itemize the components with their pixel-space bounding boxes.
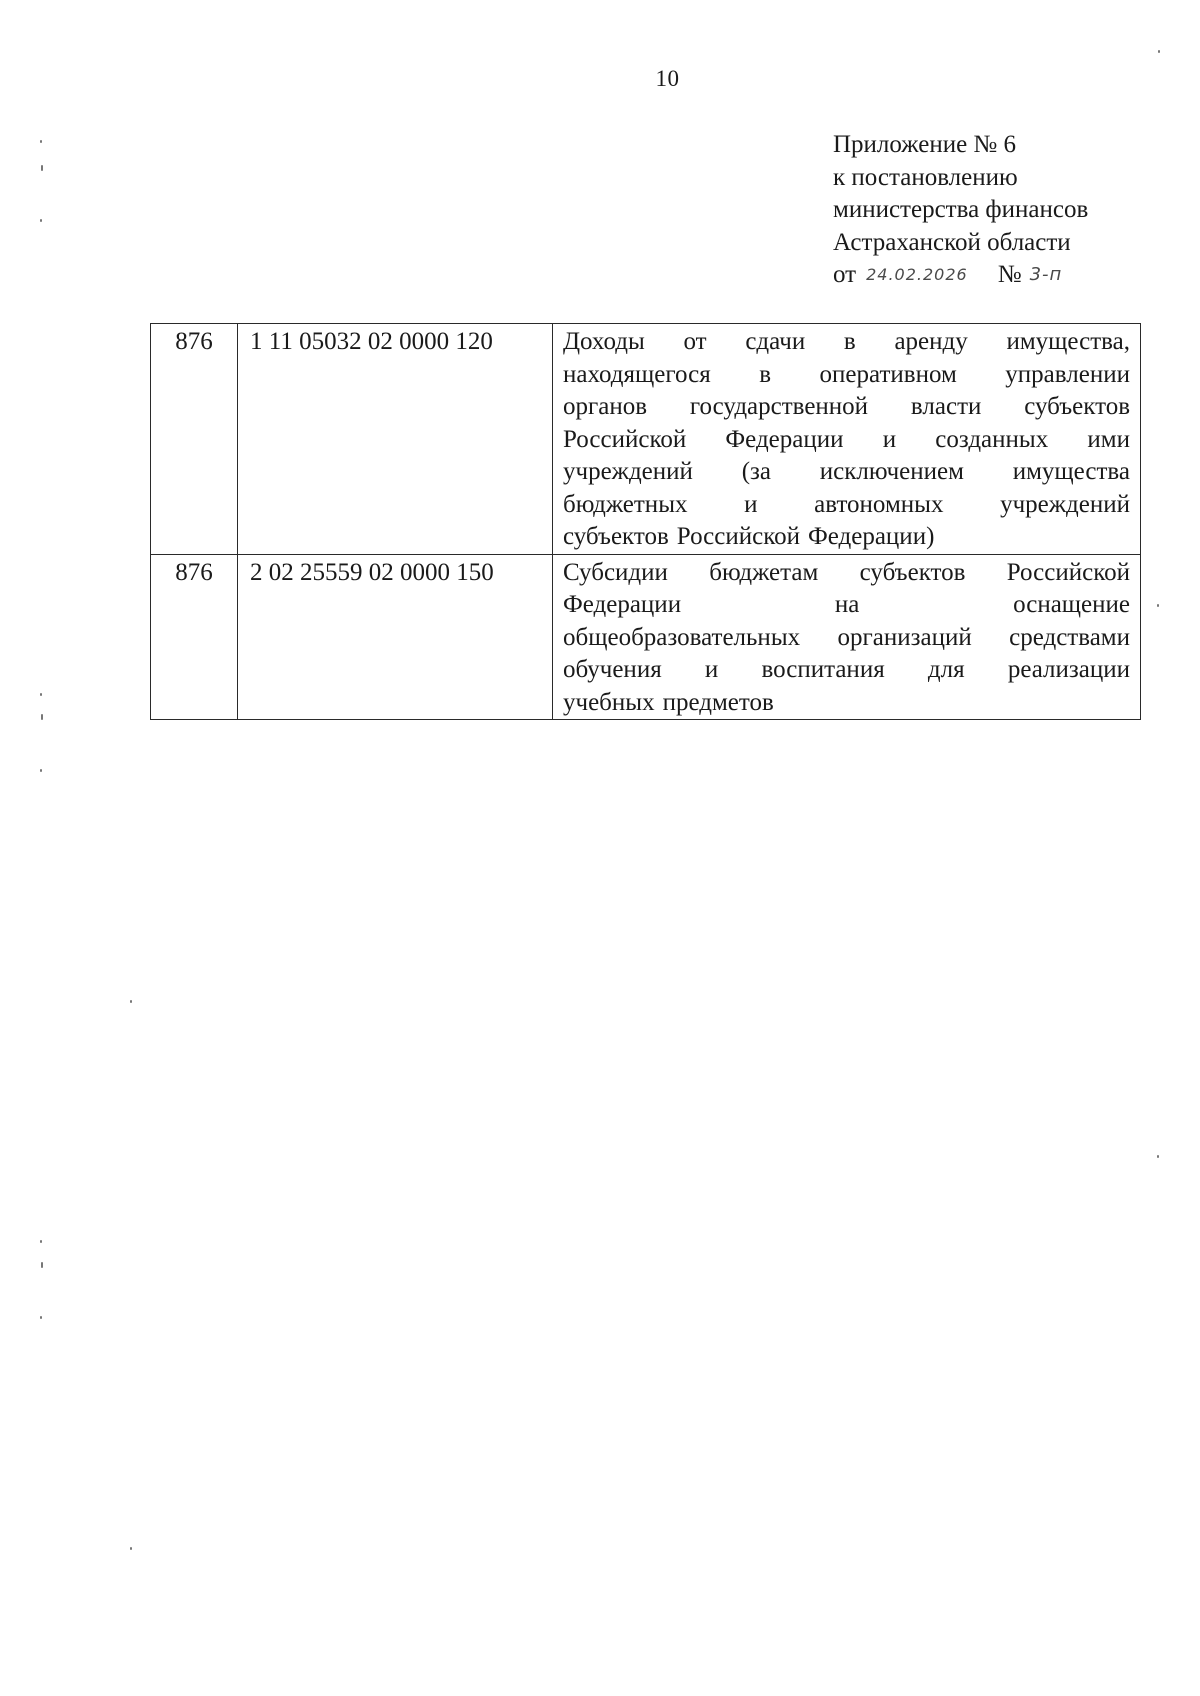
name-word: субъектов [563,523,669,550]
name-word: Российской [563,425,687,453]
name-word: организаций [837,623,972,651]
name-word: обучения [563,656,662,683]
handwritten-number: 3-п [1029,264,1063,285]
name-word: (за [741,458,771,485]
admin-code-cell: 876 [151,324,238,555]
name-word: Федерации [725,425,844,453]
name-word: учреждений [563,458,693,485]
name-word: оснащение [1013,591,1130,618]
budget-code-cell: 1 11 05032 02 0000 120 [238,324,553,555]
name-word: находящегося [563,360,711,388]
name-word: реализации [1007,656,1130,683]
name-word: учебных [563,688,655,716]
name-word: воспитания [761,656,885,683]
scan-speck [40,140,42,143]
name-word: бюджетам [709,558,819,586]
name-line [563,687,1130,720]
appendix-date-line [833,259,1088,294]
scan-speck [40,219,42,222]
scan-speck [41,165,43,171]
table-row [151,324,1141,555]
revenue-codes-table [150,323,1141,720]
name-word: Субсидии [563,558,668,586]
scan-speck [41,1262,43,1268]
name-word: управлении [1005,360,1130,388]
scan-speck [130,1000,132,1003]
name-word: Российской [676,523,800,550]
name-line [563,654,1130,687]
number-label: № [997,261,1022,288]
name-word: Доходы [563,328,645,355]
name-word: учреждений [1000,490,1130,518]
name-word: общеобразовательных [563,623,801,651]
name-word: власти [910,393,982,420]
scan-speck [40,693,42,696]
appendix-line-4: Астраханской области [833,228,1071,256]
scan-speck [41,714,43,720]
name-word: государственной [689,393,869,420]
name-word: в [759,360,772,388]
name-word: имущества, [1006,328,1130,355]
budget-code-cell: 2 02 25559 02 0000 150 [238,554,553,720]
name-word: исключением [819,458,964,485]
scan-speck [1158,50,1160,53]
scan-speck [40,769,42,772]
name-word: Федерации [563,591,682,618]
appendix-line-3: министерства финансов [833,196,1089,223]
name-word: оперативном [819,360,957,388]
name-line [563,622,1130,655]
name-word: бюджетных [563,490,688,518]
name-word: на [834,591,860,618]
name-line [563,391,1130,424]
name-word: и [744,490,758,518]
name-word: субъектов [859,558,966,586]
name-line [563,326,1130,359]
scan-speck [40,1240,42,1243]
name-word: и [704,656,719,683]
name-word: предметов [662,688,774,716]
name-word: для [927,656,965,683]
name-line [563,521,1130,554]
scan-speck [40,1316,42,1319]
table-row [151,554,1141,720]
scan-speck [1157,1155,1159,1158]
revenue-name-cell [553,554,1141,720]
handwritten-date: 24.02.2026 [866,265,968,284]
name-word: в [843,328,856,355]
name-word: Федерации) [808,523,935,550]
scan-speck [1157,604,1159,607]
name-word: органов [563,393,648,420]
name-word: аренду [894,328,968,355]
appendix-title: Приложение № 6 [833,131,1017,158]
name-line [563,359,1130,392]
name-word: средствами [1009,623,1130,651]
name-line [563,456,1130,489]
name-line [563,589,1130,622]
date-prefix: от [833,261,857,288]
page-number: 10 [655,66,680,91]
admin-code-cell: 876 [151,554,238,720]
name-word: автономных [814,490,944,518]
name-word: созданных [935,425,1049,453]
name-line [563,489,1130,522]
name-line [563,557,1130,590]
name-word: и [882,425,897,453]
name-word: от [683,328,707,355]
name-word: Российской [1006,558,1130,586]
name-word: сдачи [745,328,806,355]
name-word: субъектов [1024,393,1130,420]
name-word: имущества [1012,458,1130,485]
scan-speck [130,1547,132,1550]
appendix-line-2: к постановлению [833,163,1018,191]
name-word: ими [1087,425,1130,453]
appendix-header [833,129,1088,294]
name-line [563,424,1130,457]
revenue-name-cell [553,324,1141,555]
